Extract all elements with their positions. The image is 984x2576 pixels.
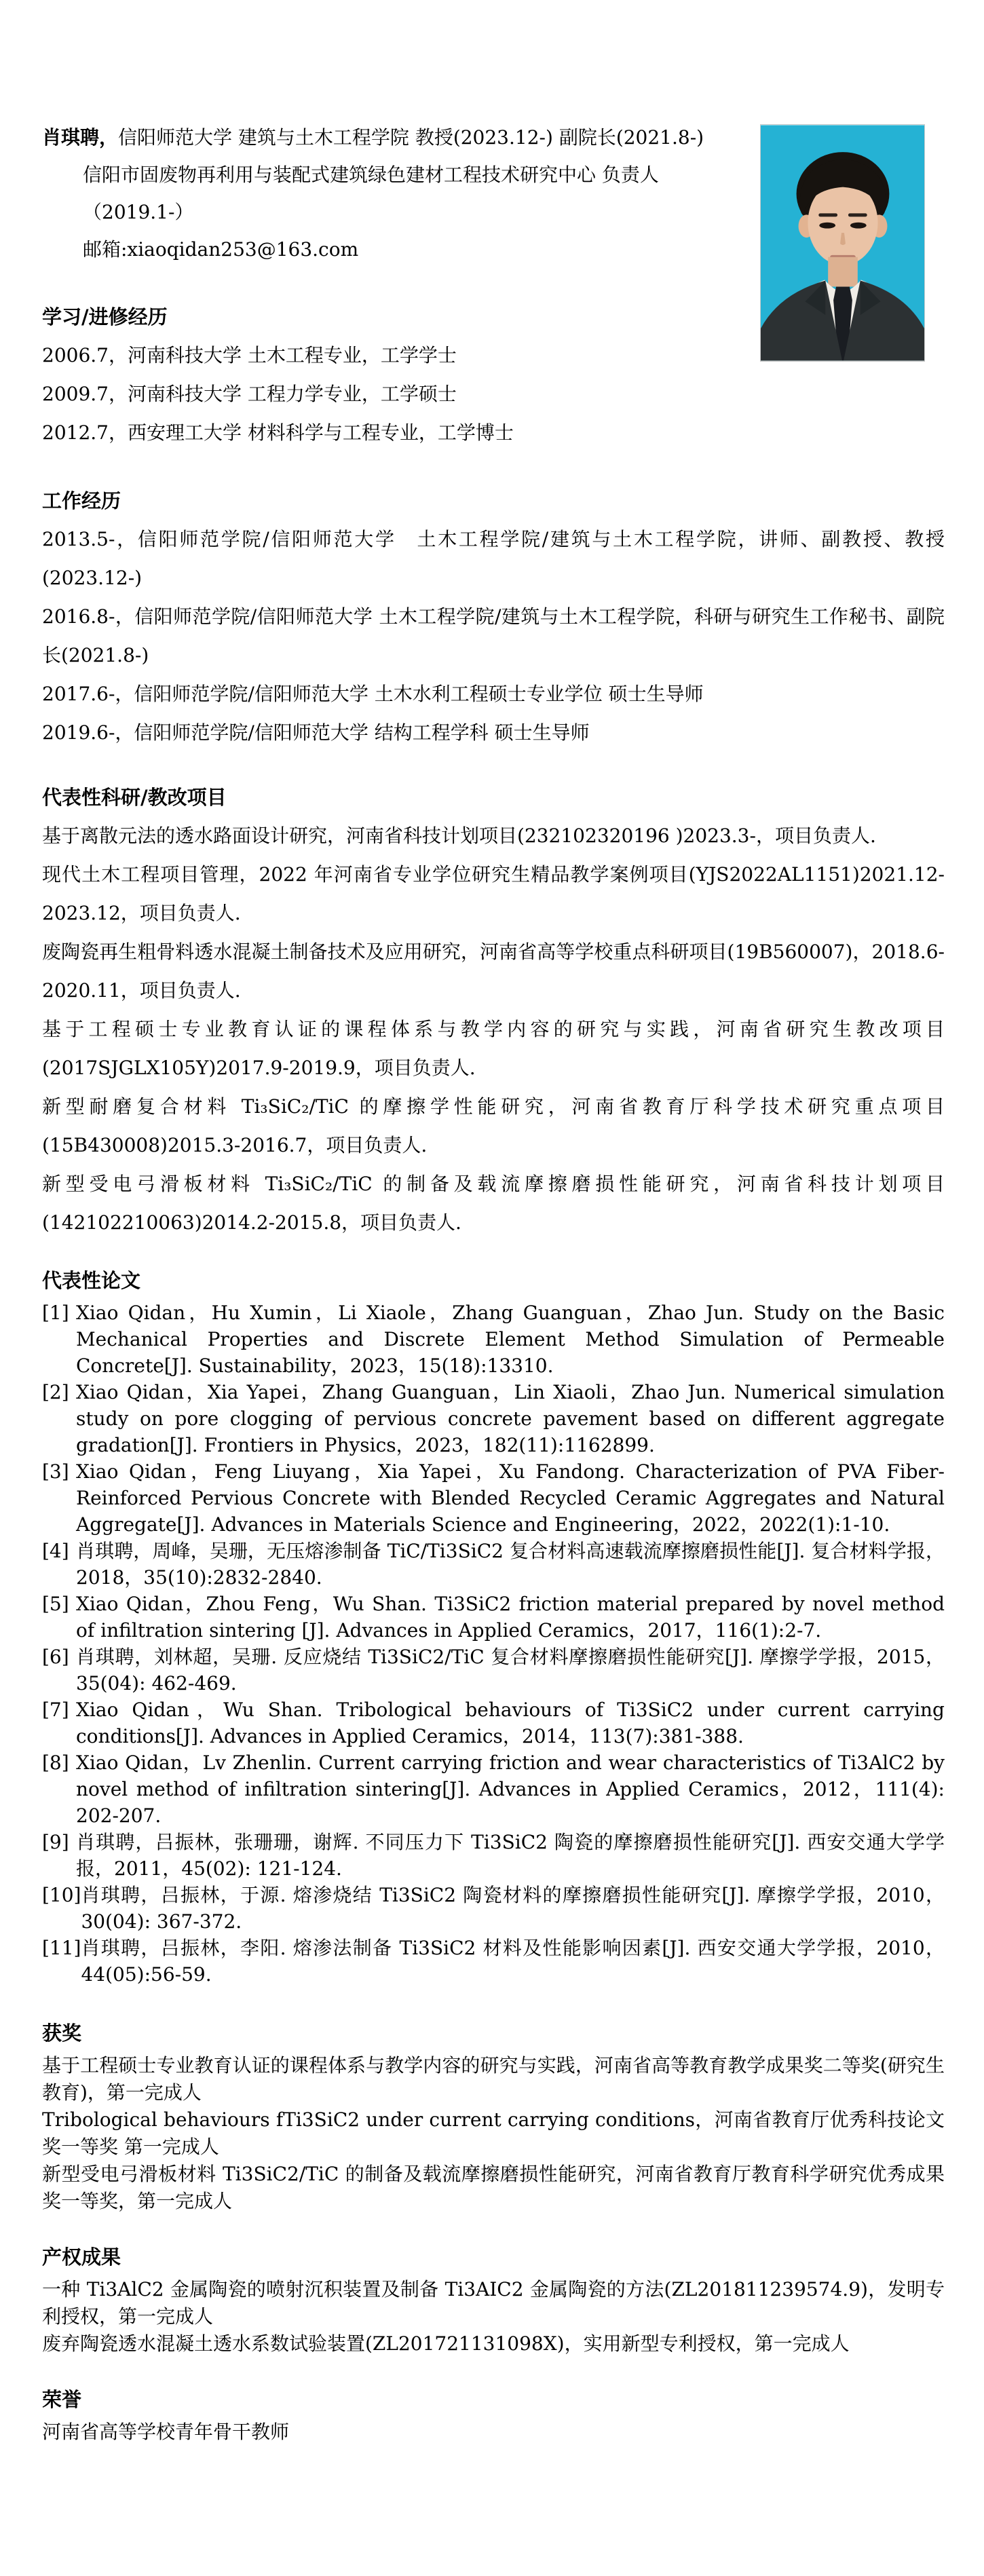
reference-number: [1]: [42, 1302, 69, 1324]
section-paragraph: 2017.6-，信阳师范学院/信阳师范大学 土木水利工程硕士专业学位 硕士生导师: [42, 683, 704, 705]
reference-number: [11]: [42, 1937, 81, 1959]
reference-text: 肖琪聘，刘林超，吴珊. 反应烧结 Ti3SiC2/TiC 复合材料摩擦磨损性能研究[J]. 摩擦学学报，2015，35(04): 462-469.: [76, 1646, 945, 1694]
reference-item: [42, 1749, 945, 1829]
reference-number: [8]: [42, 1751, 69, 1774]
section-body: [42, 1300, 945, 1988]
section-paragraph: Tribological behaviours fTi3SiC2 under current carrying conditions，河南省教育厅优秀科技论文奖一等奖 第一完成人: [42, 2108, 945, 2158]
reference-item: [42, 1882, 945, 1935]
section-paragraph: 河南省高等学校青年骨干教师: [42, 2421, 290, 2443]
reference-item: [42, 1829, 945, 1882]
cv-section: [42, 2381, 945, 2446]
profile-title-line: [42, 119, 727, 156]
reference-item: [42, 1644, 945, 1697]
reference-text: 肖琪聘，吕振林，张珊珊，谢辉. 不同压力下 Ti3SiC2 陶瓷的摩擦磨损性能研究[J]. 西安交通大学学报，2011，45(02): 121-124.: [76, 1831, 945, 1880]
reference-item: [42, 1591, 945, 1644]
reference-item: [42, 1458, 945, 1538]
research-center-date: （2019.1-）: [83, 201, 194, 223]
section-paragraph: 一种 Ti3AlC2 金属陶瓷的喷射沉积装置及制备 Ti3AIC2 金属陶瓷的方法(ZL201811239574.9)，发明专利授权，第一完成人: [42, 2278, 945, 2328]
reference-item: [42, 1300, 945, 1379]
cv-section: [42, 2015, 945, 2215]
reference-number: [4]: [42, 1540, 69, 1562]
reference-item: [42, 1379, 945, 1458]
section-heading: 代表性论文: [42, 1269, 141, 1292]
reference-number: [10]: [42, 1884, 81, 1906]
section-paragraph: 新型受电弓滑板材料 Ti₃SiC₂/TiC 的制备及载流摩擦磨损性能研究，河南省科技计划项目(142102210063)2014.2-2015.8，项目负责人.: [42, 1173, 945, 1234]
cv-section: [42, 1262, 945, 1988]
section-paragraph: 基于工程硕士专业教育认证的课程体系与教学内容的研究与实践，河南省研究生教改项目(2017SJGLX105Y)2017.9-2019.9，项目负责人.: [42, 1018, 945, 1079]
cv-section: [42, 482, 945, 752]
email-line: 邮箱:xiaoqidan253@163.com: [83, 238, 359, 261]
reference-text: Xiao Qidan，Xia Yapei，Zhang Guanguan，Lin Xiaoli，Zhao Jun. Numerical simulation study on pore clogging of pervious concrete pavement based on different aggregate gradation[J]. Frontiers in Physics，2023，182(11):1162899.: [76, 1381, 945, 1456]
reference-text: Xiao Qidan，Hu Xumin，Li Xiaole，Zhang Guanguan，Zhao Jun. Study on the Basic Mechanical Properties and Discrete Element Method Simulation of Permeable Concrete[J]. Sustainability，2023，15(18):13310.: [76, 1302, 945, 1377]
section-paragraph: 2019.6-，信阳师范学院/信阳师范大学 结构工程学科 硕士生导师: [42, 721, 590, 744]
reference-text: 肖琪聘，周峰，吴珊，无压熔渗制备 TiC/Ti3SiC2 复合材料高速载流摩擦磨损性能[J]. 复合材料学报，2018，35(10):2832-2840.: [76, 1540, 945, 1589]
research-center-line: 信阳市固废物再利用与装配式建筑绿色建材工程技术研究中心 负责人: [83, 164, 659, 186]
section-heading: 工作经历: [42, 489, 121, 512]
reference-text: Xiao Qidan，Feng Liuyang，Xia Yapei，Xu Fandong. Characterization of PVA Fiber-Reinforced Pervious Concrete with Blended Recycled Ceramic Aggregates and Natural Aggregate[J]. Advances in Materials Science and Engineering，2022，2022(1):1-10.: [76, 1460, 945, 1536]
section-paragraph: 基于离散元法的透水路面设计研究，河南省科技计划项目(232102320196 )2023.3-，项目负责人.: [42, 825, 876, 847]
cv-section: [42, 2239, 945, 2357]
section-paragraph: 现代土木工程项目管理，2022 年河南省专业学位研究生精品教学案例项目(YJS2022AL1151)2021.12-2023.12，项目负责人.: [42, 863, 945, 924]
section-heading: 代表性科研/教改项目: [42, 786, 227, 809]
section-body: [42, 2276, 945, 2357]
profile-photo: [760, 124, 925, 362]
section-paragraph: 2016.8-，信阳师范学院/信阳师范大学 土木工程学院/建筑与土木工程学院，科研与研究生工作秘书、副院长(2021.8-): [42, 605, 945, 666]
section-paragraph: 2009.7，河南科技大学 工程力学专业，工学硕士: [42, 383, 457, 405]
reference-item: [42, 1697, 945, 1749]
cv-sections: [42, 299, 945, 2446]
reference-number: [2]: [42, 1381, 69, 1403]
id-photo-illustration: [761, 125, 924, 361]
reference-text: 肖琪聘，吕振林，李阳. 熔渗法制备 Ti3SiC2 材料及性能影响因素[J]. 西安交通大学学报，2010，44(05):56-59.: [81, 1937, 945, 1986]
reference-text: Xiao Qidan，Zhou Feng，Wu Shan. Ti3SiC2 friction material prepared by novel method of infiltration sintering [J]. Advances in Applied Ceramics，2017，116(1):2-7.: [76, 1593, 945, 1642]
section-body: [42, 816, 945, 1242]
section-paragraph: 新型耐磨复合材料 Ti₃SiC₂/TiC 的摩擦学性能研究，河南省教育厅科学技术研究重点项目(15B430008)2015.3-2016.7，项目负责人.: [42, 1095, 945, 1156]
section-paragraph: 废弃陶瓷透水混凝土透水系数试验装置(ZL201721131098X)，实用新型专利授权，第一完成人: [42, 2332, 850, 2355]
reference-item: [42, 1935, 945, 1988]
reference-text: 肖琪聘，吕振林，于源. 熔渗烧结 Ti3SiC2 陶瓷材料的摩擦磨损性能研究[J]. 摩擦学学报，2010，30(04): 367-372.: [81, 1884, 945, 1933]
section-heading: 产权成果: [42, 2246, 121, 2269]
section-paragraph: 2013.5-，信阳师范学院/信阳师范大学 土木工程学院/建筑与土木工程学院，讲师、副教授、教授(2023.12-): [42, 528, 945, 589]
section-body: [42, 2419, 945, 2446]
section-paragraph: 废陶瓷再生粗骨料透水混凝土制备技术及应用研究，河南省高等学校重点科研项目(19B560007)，2018.6-2020.11，项目负责人.: [42, 941, 945, 1002]
section-body: [42, 520, 945, 752]
reference-number: [3]: [42, 1460, 69, 1483]
section-paragraph: 新型受电弓滑板材料 Ti3SiC2/TiC 的制备及载流摩擦磨损性能研究，河南省教育厅教育科学研究优秀成果奖一等奖，第一完成人: [42, 2163, 945, 2212]
reference-item: [42, 1538, 945, 1591]
section-paragraph: 2006.7，河南科技大学 土木工程专业，工学学士: [42, 344, 457, 366]
section-heading: 荣誉: [42, 2388, 82, 2411]
section-body: [42, 2052, 945, 2215]
reference-number: [7]: [42, 1699, 69, 1721]
reference-number: [9]: [42, 1831, 69, 1853]
section-heading: 获奖: [42, 2022, 82, 2045]
reference-text: Xiao Qidan，Wu Shan. Tribological behaviours of Ti3SiC2 under current carrying conditions[J]. Advances in Applied Ceramics，2014，113(7):381-388.: [76, 1699, 945, 1747]
reference-text: Xiao Qidan，Lv Zhenlin. Current carrying friction and wear characteristics of Ti3AlC2 by novel method of infiltration sintering[J]. Advances in Applied Ceramics，2012，111(4): 202-207.: [76, 1751, 945, 1827]
reference-number: [6]: [42, 1646, 69, 1668]
section-heading: 学习/进修经历: [42, 305, 168, 328]
profile-header: [42, 102, 945, 268]
cv-section: [42, 779, 945, 1242]
section-paragraph: 基于工程硕士专业教育认证的课程体系与教学内容的研究与实践，河南省高等教育教学成果奖二等奖(研究生教育)，第一完成人: [42, 2054, 945, 2104]
section-paragraph: 2012.7，西安理工大学 材料科学与工程专业，工学博士: [42, 421, 514, 444]
person-affiliation: 信阳师范大学 建筑与土木工程学院 教授(2023.12-) 副院长(2021.8-): [118, 126, 704, 149]
reference-number: [5]: [42, 1593, 69, 1615]
person-name: 肖琪聘，: [42, 126, 119, 149]
profile-summary: [42, 119, 727, 268]
